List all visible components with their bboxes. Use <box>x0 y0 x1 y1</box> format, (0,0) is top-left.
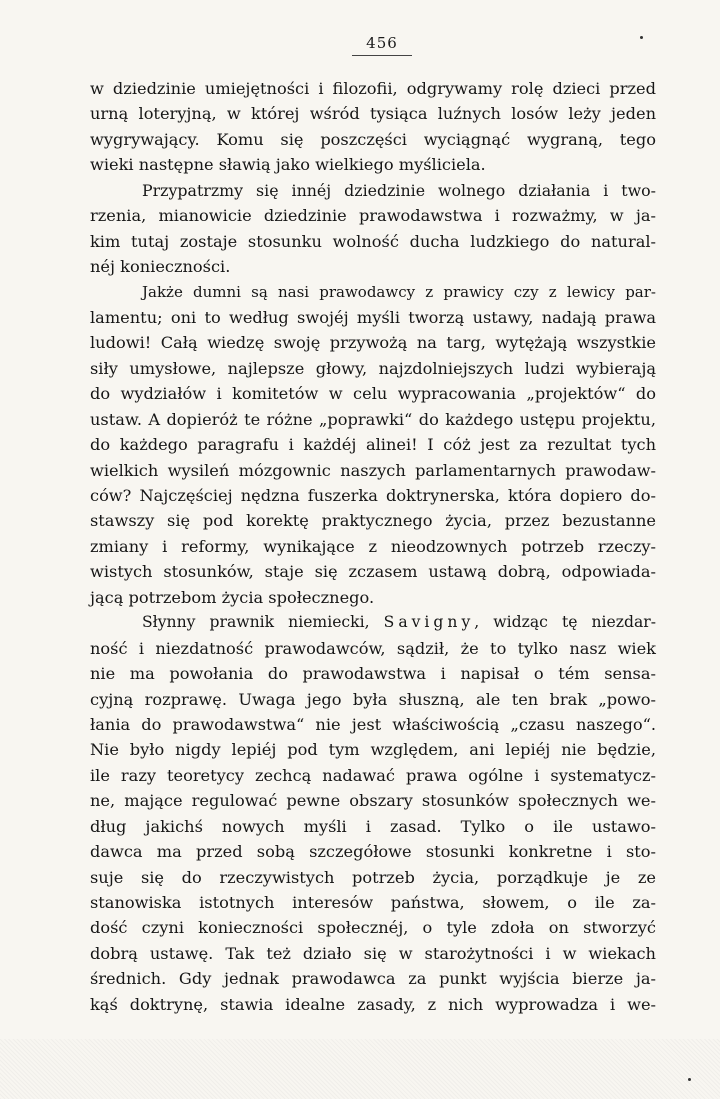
text-line: Jakże dumni są nasi prawodawcy z prawicy czy z lewicy par- <box>142 282 656 301</box>
spaced-name: Savigny <box>383 613 475 632</box>
text-line: ile razy teoretycy zechcą nadawać prawa ogólne i systematycz- <box>90 765 656 785</box>
text-line: rzenia, mianowicie dziedzinie prawodawstwa i rozważmy, w ja- <box>90 206 656 226</box>
text-line: jącą potrzebom życia społecznego. <box>90 587 375 607</box>
text-line: nie ma powołania do prawodawstwa i napisał o tém sensa- <box>90 664 656 684</box>
scan-speck <box>640 36 643 39</box>
text-line: łania do prawodawstwa“ nie jest właściwością „czasu naszego“. <box>90 714 656 734</box>
text-line: néj konieczności. <box>90 257 231 277</box>
text-line: kąś doktrynę, stawia idealne zasady, z nich wyprowadza i we- <box>90 994 656 1014</box>
scan-speck <box>688 1078 691 1081</box>
text-line: dość czyni konieczności społecznéj, o tyle zdoła on stworzyć <box>90 918 656 938</box>
text-line: do każdego paragrafu i każdéj alinei! I cóż jest za rezultat tych <box>90 435 656 455</box>
text-line: suje się do rzeczywistych potrzeb życia, porządkuje je ze <box>90 867 656 887</box>
text-line: lamentu; oni to według swojéj myśli tworzą ustawy, nadają prawa <box>90 307 656 327</box>
text-line: kim tutaj zostaje stosunku wolność ducha ludzkiego do natural- <box>90 231 656 251</box>
text-line: dawca ma przed sobą szczegółowe stosunki konkretne i sto- <box>90 842 656 862</box>
text-line: wistych stosunków, staje się zczasem ustawą dobrą, odpowiada- <box>90 562 656 582</box>
text-line: ustaw. A dopieróż te różne „poprawki“ do każdego ustępu projektu, <box>90 409 656 429</box>
text-line: siły umysłowe, najlepsze głowy, najzdolniejszych ludzi wybierają <box>90 358 656 378</box>
text-line: dług jakichś nowych myśli i zasad. Tylko o ile ustawo- <box>90 816 656 836</box>
text-line: do wydziałów i komitetów w celu wypracowania „projektów“ do <box>90 384 656 404</box>
text-line: dobrą ustawę. Tak też działo się w starożytności i w wiekach <box>90 943 656 963</box>
text-line: urną loteryjną, w której wśród tysiąca luźnych losów leży jeden <box>90 104 656 124</box>
text-line: wygrywający. Komu się poszczęści wyciągnąć wygraną, tego <box>90 129 656 149</box>
text-line: średnich. Gdy jednak prawodawca za punkt wyjścia bierze ja- <box>90 969 656 989</box>
text-line: cyjną rozprawę. Uwaga jego była słuszną, ale ten brak „powo- <box>90 689 656 709</box>
text-line: ludowi! Całą wiedzę swoję przywożą na targ, wytężają wszystkie <box>90 333 656 353</box>
text-line: Przypatrzmy się innéj dziedzinie wolnego działania i two- <box>142 180 656 200</box>
text-line: Nie było nigdy lepiéj pod tym względem, ani lepiéj nie będzie, <box>90 740 656 760</box>
text-line: ność i niezdatność prawodawców, sądził, że to tylko nasz wiek <box>90 638 656 658</box>
text-line: ne, mające regulować pewne obszary stosunków społecznych we- <box>90 791 656 811</box>
text-line: zmiany i reformy, wynikające z nieodzownych potrzeb rzeczy- <box>90 536 656 556</box>
text-line: Słynny prawnik niemiecki, Savigny, widząc tę niezdar- <box>142 613 656 632</box>
text-line: wielkich wysileń mózgownic naszych parlamentarnych prawodaw- <box>90 460 656 480</box>
text-line: wieki następne sławią jako wielkiego myśliciela. <box>90 155 486 175</box>
text-line: stanowiska istotnych interesów państwa, słowem, o ile za- <box>90 893 656 912</box>
page-number: 456 <box>352 34 412 56</box>
scan-noise <box>0 1039 720 1099</box>
text-line: stawszy się pod korektę praktycznego życia, przez bezustanne <box>90 511 656 531</box>
text-line: w dziedzinie umiejętności i filozofii, odgrywamy rolę dzieci przed <box>90 79 656 98</box>
text-line: ców? Najczęściej nędzna fuszerka doktrynerska, która dopiero do- <box>90 486 656 505</box>
page-header <box>0 34 720 56</box>
body-text <box>90 76 656 1017</box>
